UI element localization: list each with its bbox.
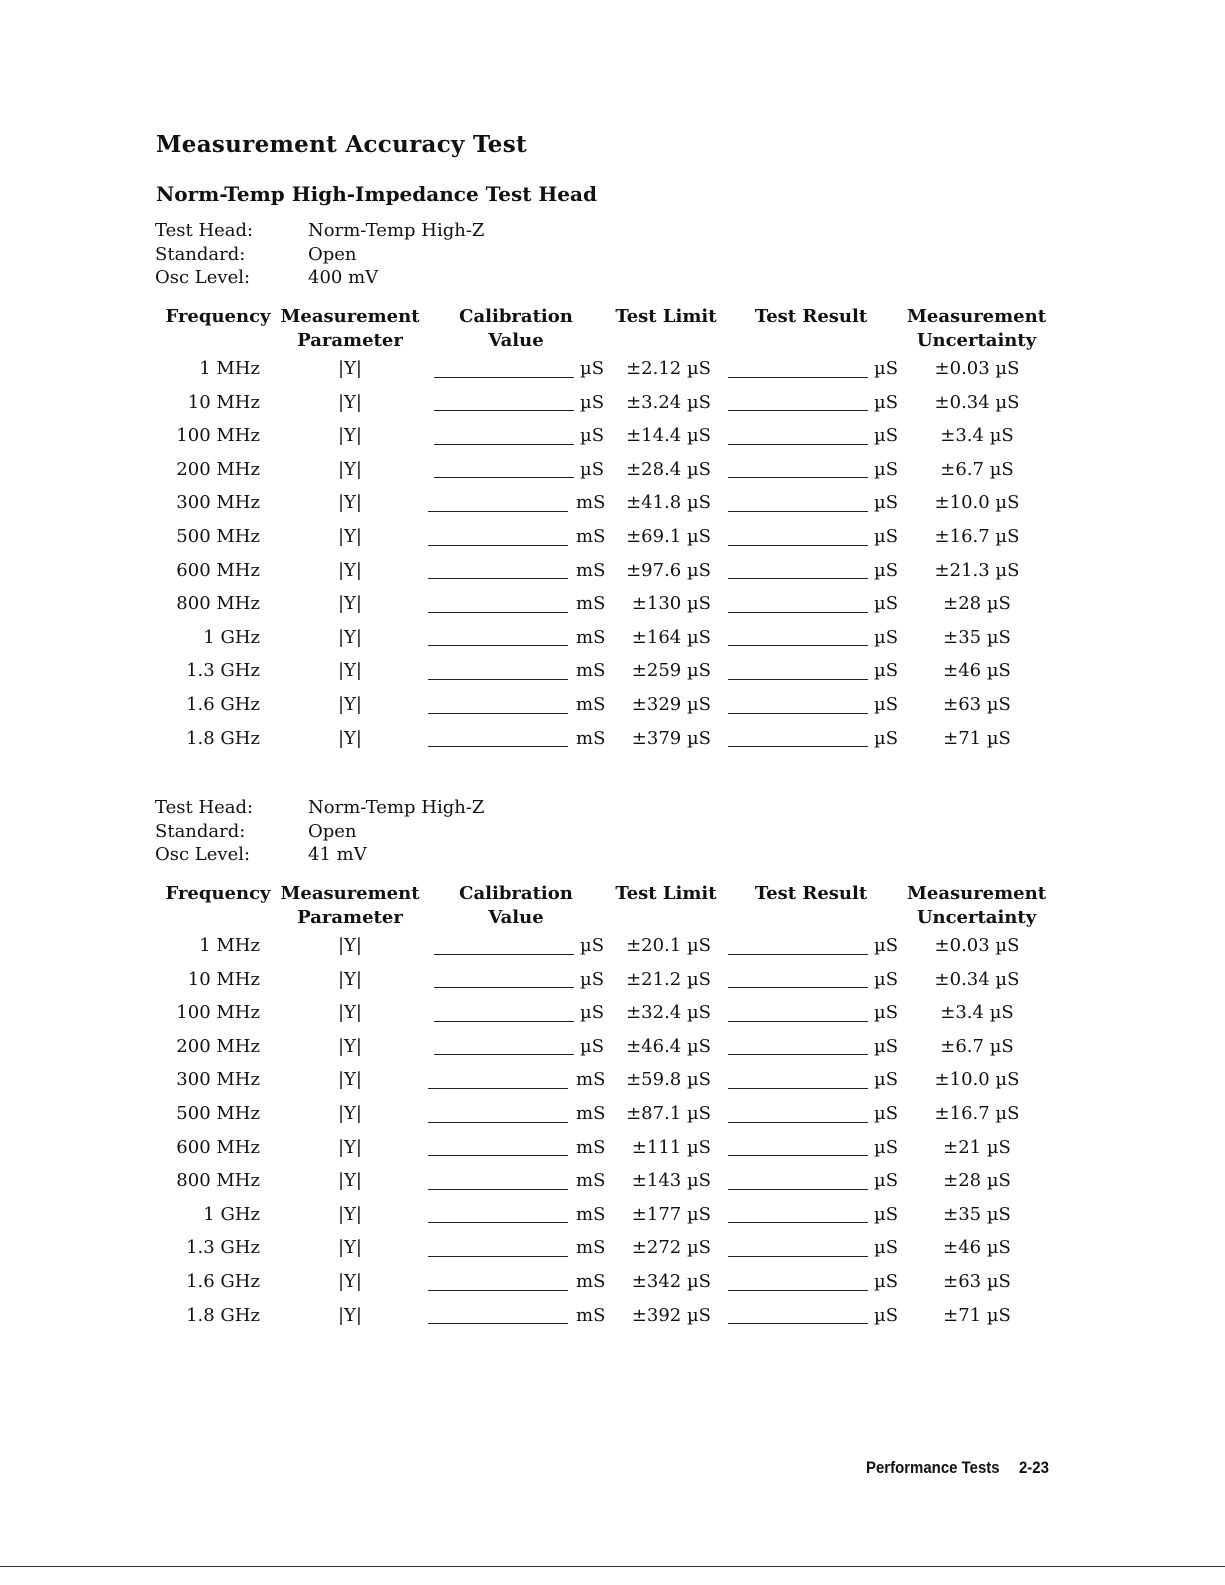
calibration-value-blank[interactable]: [428, 1299, 568, 1333]
header-text: Frequency: [165, 883, 271, 904]
calibration-value-blank[interactable]: [434, 929, 574, 963]
test-limit-cell: ±164 µS: [631, 626, 711, 648]
info-label: Osc Level:: [155, 844, 251, 865]
header-text: Test Result: [754, 883, 868, 904]
frequency-cell: 200 MHz: [176, 1035, 260, 1057]
parameter-cell: |Y|: [337, 727, 362, 749]
parameter-cell: |Y|: [337, 660, 362, 682]
calibration-unit: mS: [576, 559, 606, 581]
test-result-unit: µS: [874, 1237, 899, 1259]
parameter-cell: |Y|: [337, 1136, 362, 1158]
test-limit-cell: ±21.2 µS: [626, 968, 711, 990]
uncertainty-cell: ±21 µS: [943, 1136, 1011, 1158]
footer-page-number: 2-23: [1018, 1458, 1049, 1477]
table-row: [0, 1198, 1225, 1232]
test-result-blank[interactable]: [728, 587, 868, 621]
header-frequency: [163, 882, 273, 906]
test-limit-cell: ±14.4 µS: [626, 425, 711, 447]
table-row: [0, 996, 1225, 1030]
section-title: Norm-Temp High-Impedance Test Head: [156, 182, 597, 206]
test-result-unit: µS: [874, 626, 899, 648]
header-calibration-value: [446, 882, 586, 930]
uncertainty-cell: ±63 µS: [943, 693, 1011, 715]
test-limit-cell: ±342 µS: [631, 1270, 711, 1292]
calibration-unit: µS: [580, 358, 605, 379]
test-result-unit: µS: [874, 935, 899, 956]
test-limit-cell: ±329 µS: [631, 693, 711, 715]
page-footer: [866, 1458, 1049, 1478]
table-row: [0, 1097, 1225, 1131]
calibration-unit: mS: [576, 1203, 606, 1225]
uncertainty-cell: ±16.7 µS: [934, 1102, 1020, 1124]
frequency-cell: 1 MHz: [199, 358, 260, 379]
frequency-cell: 300 MHz: [176, 1069, 260, 1091]
header-text: Test Limit: [615, 306, 717, 327]
parameter-cell: |Y|: [337, 1170, 362, 1192]
test-limit-cell: ±41.8 µS: [626, 492, 711, 514]
test-result-unit: µS: [874, 358, 899, 379]
header-text: Value: [488, 330, 544, 351]
test-limit-cell: ±2.12 µS: [626, 358, 711, 379]
frequency-cell: 800 MHz: [176, 1170, 260, 1192]
table-row: [0, 929, 1225, 963]
header-text: Calibration: [459, 883, 573, 904]
test-result-blank[interactable]: [728, 386, 868, 420]
uncertainty-cell: ±21.3 µS: [934, 559, 1020, 581]
calibration-unit: mS: [576, 626, 606, 648]
test-result-unit: µS: [874, 1136, 899, 1158]
calibration-unit: mS: [576, 1069, 606, 1091]
calibration-unit: µS: [580, 968, 605, 990]
test-result-blank[interactable]: [728, 1265, 868, 1299]
calibration-unit: µS: [580, 458, 605, 480]
test-result-blank[interactable]: [728, 486, 868, 520]
header-text: Uncertainty: [916, 330, 1037, 351]
calibration-value-blank[interactable]: [434, 963, 574, 997]
calibration-unit: mS: [576, 1304, 606, 1326]
table-rows: [0, 352, 1225, 755]
header-text: Measurement: [280, 306, 420, 327]
test-limit-cell: ±111 µS: [631, 1136, 711, 1158]
test-result-blank[interactable]: [728, 419, 868, 453]
test-limit-cell: ±130 µS: [631, 593, 711, 615]
table-row: [0, 1231, 1225, 1265]
calibration-unit: mS: [576, 1270, 606, 1292]
header-text: Measurement: [280, 883, 420, 904]
test-result-blank[interactable]: [728, 722, 868, 756]
calibration-unit: mS: [576, 660, 606, 682]
test-result-unit: µS: [874, 1304, 899, 1326]
frequency-cell: 300 MHz: [176, 492, 260, 514]
uncertainty-cell: ±6.7 µS: [940, 458, 1014, 480]
test-result-unit: µS: [874, 660, 899, 682]
header-text: Frequency: [165, 306, 271, 327]
calibration-unit: mS: [576, 1136, 606, 1158]
parameter-cell: |Y|: [337, 1102, 362, 1124]
calibration-unit: mS: [576, 727, 606, 749]
uncertainty-cell: ±46 µS: [943, 660, 1011, 682]
calibration-value-blank[interactable]: [428, 722, 568, 756]
page-title: Measurement Accuracy Test: [156, 131, 527, 158]
header-text: Measurement: [906, 883, 1047, 904]
table-row: [0, 1299, 1225, 1333]
info-value: Open: [308, 243, 357, 265]
test-result-unit: µS: [874, 425, 899, 447]
calibration-value-blank[interactable]: [428, 1198, 568, 1232]
uncertainty-cell: ±71 µS: [943, 1304, 1011, 1326]
table-row: [0, 486, 1225, 520]
frequency-cell: 100 MHz: [176, 1002, 260, 1024]
test-result-blank[interactable]: [728, 688, 868, 722]
test-result-blank[interactable]: [728, 929, 868, 963]
calibration-unit: µS: [580, 1035, 605, 1057]
test-result-unit: µS: [874, 1035, 899, 1057]
info-row-standard: [155, 820, 655, 844]
test-result-blank[interactable]: [728, 520, 868, 554]
test-setup-info-2: [155, 796, 655, 867]
info-value: Norm-Temp High-Z: [308, 797, 485, 818]
bottom-rule: [0, 1566, 1225, 1567]
test-result-unit: µS: [874, 693, 899, 715]
info-label: Test Head:: [155, 220, 254, 241]
parameter-cell: |Y|: [337, 358, 362, 379]
calibration-value-blank[interactable]: [428, 1097, 568, 1131]
calibration-value-blank[interactable]: [428, 1231, 568, 1265]
frequency-cell: 1.8 GHz: [186, 1304, 260, 1326]
uncertainty-cell: ±35 µS: [943, 1203, 1011, 1225]
frequency-cell: 1 MHz: [199, 935, 260, 956]
test-result-unit: µS: [874, 559, 899, 581]
info-label: Standard:: [155, 243, 246, 265]
header-frequency: [163, 305, 273, 329]
frequency-cell: 500 MHz: [176, 1102, 260, 1124]
calibration-value-blank[interactable]: [434, 996, 574, 1030]
test-result-unit: µS: [874, 593, 899, 615]
test-limit-cell: ±392 µS: [631, 1304, 711, 1326]
header-text: Value: [488, 907, 544, 928]
frequency-cell: 10 MHz: [187, 968, 260, 990]
header-calibration-value: [446, 305, 586, 353]
calibration-value-blank[interactable]: [428, 486, 568, 520]
calibration-unit: mS: [576, 492, 606, 514]
frequency-cell: 100 MHz: [176, 425, 260, 447]
uncertainty-cell: ±10.0 µS: [934, 492, 1020, 514]
test-result-unit: µS: [874, 1170, 899, 1192]
header-text: Measurement: [906, 306, 1047, 327]
parameter-cell: |Y|: [337, 593, 362, 615]
test-result-unit: µS: [874, 1270, 899, 1292]
parameter-cell: |Y|: [337, 458, 362, 480]
frequency-cell: 1 GHz: [203, 1203, 260, 1225]
test-limit-cell: ±379 µS: [631, 727, 711, 749]
parameter-cell: |Y|: [337, 1069, 362, 1091]
frequency-cell: 1.6 GHz: [186, 693, 260, 715]
table-row: [0, 520, 1225, 554]
test-setup-info-1: [155, 219, 655, 290]
header-text: Parameter: [297, 330, 403, 351]
test-result-unit: µS: [874, 1002, 899, 1024]
test-limit-cell: ±59.8 µS: [626, 1069, 711, 1091]
test-result-unit: µS: [874, 1069, 899, 1091]
frequency-cell: 800 MHz: [176, 593, 260, 615]
header-text: Test Limit: [615, 883, 717, 904]
header-test-limit: [606, 882, 726, 906]
parameter-cell: |Y|: [337, 1304, 362, 1326]
table-row: [0, 453, 1225, 487]
calibration-value-blank[interactable]: [428, 688, 568, 722]
test-limit-cell: ±143 µS: [631, 1170, 711, 1192]
info-value: Open: [308, 820, 357, 842]
frequency-cell: 500 MHz: [176, 525, 260, 547]
parameter-cell: |Y|: [337, 1203, 362, 1225]
test-result-blank[interactable]: [728, 1131, 868, 1165]
calibration-value-blank[interactable]: [434, 386, 574, 420]
frequency-cell: 1.3 GHz: [186, 660, 260, 682]
test-limit-cell: ±272 µS: [631, 1237, 711, 1259]
calibration-unit: µS: [580, 391, 605, 413]
header-measurement-uncertainty: [904, 882, 1049, 930]
header-text: Calibration: [459, 306, 573, 327]
table-row: [0, 554, 1225, 588]
table-row: [0, 722, 1225, 756]
calibration-value-blank[interactable]: [434, 453, 574, 487]
parameter-cell: |Y|: [337, 968, 362, 990]
table-row: [0, 1164, 1225, 1198]
test-result-unit: µS: [874, 968, 899, 990]
test-result-unit: µS: [874, 525, 899, 547]
table-row: [0, 621, 1225, 655]
test-limit-cell: ±3.24 µS: [626, 391, 711, 413]
test-limit-cell: ±97.6 µS: [626, 559, 711, 581]
info-row-osc-level: [155, 266, 655, 290]
parameter-cell: |Y|: [337, 1270, 362, 1292]
info-label: Osc Level:: [155, 267, 251, 288]
calibration-value-blank[interactable]: [434, 352, 574, 386]
parameter-cell: |Y|: [337, 1237, 362, 1259]
parameter-cell: |Y|: [337, 935, 362, 956]
test-limit-cell: ±69.1 µS: [626, 525, 711, 547]
calibration-unit: mS: [576, 525, 606, 547]
test-limit-cell: ±20.1 µS: [626, 935, 711, 956]
test-result-blank[interactable]: [728, 352, 868, 386]
frequency-cell: 600 MHz: [176, 1136, 260, 1158]
uncertainty-cell: ±3.4 µS: [940, 1002, 1014, 1024]
table-row: [0, 1265, 1225, 1299]
test-result-unit: µS: [874, 1203, 899, 1225]
test-result-unit: µS: [874, 391, 899, 413]
header-text: Parameter: [297, 907, 403, 928]
calibration-unit: mS: [576, 593, 606, 615]
info-label: Standard:: [155, 820, 246, 842]
parameter-cell: |Y|: [337, 693, 362, 715]
table-row: [0, 419, 1225, 453]
test-result-unit: µS: [874, 458, 899, 480]
uncertainty-cell: ±0.34 µS: [934, 968, 1020, 990]
uncertainty-cell: ±0.03 µS: [934, 935, 1020, 956]
uncertainty-cell: ±0.03 µS: [934, 358, 1020, 379]
uncertainty-cell: ±46 µS: [943, 1237, 1011, 1259]
test-limit-cell: ±28.4 µS: [626, 458, 711, 480]
uncertainty-cell: ±0.34 µS: [934, 391, 1020, 413]
calibration-value-blank[interactable]: [428, 1164, 568, 1198]
test-limit-cell: ±177 µS: [631, 1203, 711, 1225]
table-row: [0, 386, 1225, 420]
uncertainty-cell: ±35 µS: [943, 626, 1011, 648]
info-row-test-head: [155, 219, 655, 243]
header-measurement-parameter: [280, 882, 420, 930]
header-text: Test Result: [754, 306, 868, 327]
test-limit-cell: ±32.4 µS: [626, 1002, 711, 1024]
test-result-blank[interactable]: [728, 1063, 868, 1097]
uncertainty-cell: ±28 µS: [943, 1170, 1011, 1192]
test-result-blank[interactable]: [728, 554, 868, 588]
test-result-blank[interactable]: [728, 654, 868, 688]
calibration-unit: mS: [576, 1170, 606, 1192]
calibration-value-blank[interactable]: [428, 1063, 568, 1097]
test-result-unit: µS: [874, 727, 899, 749]
calibration-unit: mS: [576, 1237, 606, 1259]
header-test-result: [746, 305, 876, 329]
table-row: [0, 963, 1225, 997]
uncertainty-cell: ±63 µS: [943, 1270, 1011, 1292]
info-label: Test Head:: [155, 797, 254, 818]
table-row: [0, 352, 1225, 386]
test-result-unit: µS: [874, 1102, 899, 1124]
table-row: [0, 587, 1225, 621]
parameter-cell: |Y|: [337, 525, 362, 547]
calibration-value-blank[interactable]: [428, 621, 568, 655]
test-result-blank[interactable]: [728, 1198, 868, 1232]
info-value: 400 mV: [308, 267, 379, 288]
info-row-test-head: [155, 796, 655, 820]
info-value: Norm-Temp High-Z: [308, 220, 485, 241]
test-result-blank[interactable]: [728, 453, 868, 487]
header-text: Uncertainty: [916, 907, 1037, 928]
table-row: [0, 654, 1225, 688]
info-value: 41 mV: [308, 844, 367, 865]
uncertainty-cell: ±28 µS: [943, 593, 1011, 615]
frequency-cell: 1.3 GHz: [186, 1237, 260, 1259]
parameter-cell: |Y|: [337, 1002, 362, 1024]
calibration-value-blank[interactable]: [428, 1131, 568, 1165]
frequency-cell: 600 MHz: [176, 559, 260, 581]
frequency-cell: 1 GHz: [203, 626, 260, 648]
calibration-value-blank[interactable]: [434, 1030, 574, 1064]
frequency-cell: 1.6 GHz: [186, 1270, 260, 1292]
calibration-value-blank[interactable]: [428, 1265, 568, 1299]
calibration-value-blank[interactable]: [428, 654, 568, 688]
test-result-blank[interactable]: [728, 1231, 868, 1265]
parameter-cell: |Y|: [337, 492, 362, 514]
table-row: [0, 1030, 1225, 1064]
parameter-cell: |Y|: [337, 425, 362, 447]
test-result-blank[interactable]: [728, 1164, 868, 1198]
test-result-blank[interactable]: [728, 1030, 868, 1064]
test-result-blank[interactable]: [728, 1097, 868, 1131]
test-result-blank[interactable]: [728, 621, 868, 655]
frequency-cell: 10 MHz: [187, 391, 260, 413]
calibration-unit: mS: [576, 1102, 606, 1124]
parameter-cell: |Y|: [337, 391, 362, 413]
calibration-value-blank[interactable]: [434, 419, 574, 453]
table-row: [0, 688, 1225, 722]
info-row-osc-level: [155, 843, 655, 867]
calibration-unit: mS: [576, 693, 606, 715]
table-rows: [0, 929, 1225, 1332]
test-result-blank[interactable]: [728, 963, 868, 997]
uncertainty-cell: ±6.7 µS: [940, 1035, 1014, 1057]
test-result-unit: µS: [874, 492, 899, 514]
test-result-blank[interactable]: [728, 1299, 868, 1333]
test-limit-cell: ±259 µS: [631, 660, 711, 682]
header-measurement-uncertainty: [904, 305, 1049, 353]
info-row-standard: [155, 243, 655, 267]
table-row: [0, 1063, 1225, 1097]
calibration-value-blank[interactable]: [428, 554, 568, 588]
header-test-result: [746, 882, 876, 906]
table-row: [0, 1131, 1225, 1165]
calibration-value-blank[interactable]: [428, 520, 568, 554]
parameter-cell: |Y|: [337, 1035, 362, 1057]
frequency-cell: 200 MHz: [176, 458, 260, 480]
uncertainty-cell: ±3.4 µS: [940, 425, 1014, 447]
test-limit-cell: ±46.4 µS: [626, 1035, 711, 1057]
calibration-unit: µS: [580, 425, 605, 447]
footer-section: Performance Tests: [866, 1458, 1000, 1477]
parameter-cell: |Y|: [337, 626, 362, 648]
test-result-blank[interactable]: [728, 996, 868, 1030]
test-limit-cell: ±87.1 µS: [626, 1102, 711, 1124]
parameter-cell: |Y|: [337, 559, 362, 581]
uncertainty-cell: ±71 µS: [943, 727, 1011, 749]
calibration-unit: µS: [580, 935, 605, 956]
uncertainty-cell: ±16.7 µS: [934, 525, 1020, 547]
frequency-cell: 1.8 GHz: [186, 727, 260, 749]
calibration-value-blank[interactable]: [428, 587, 568, 621]
calibration-unit: µS: [580, 1002, 605, 1024]
header-measurement-parameter: [280, 305, 420, 353]
header-test-limit: [606, 305, 726, 329]
uncertainty-cell: ±10.0 µS: [934, 1069, 1020, 1091]
